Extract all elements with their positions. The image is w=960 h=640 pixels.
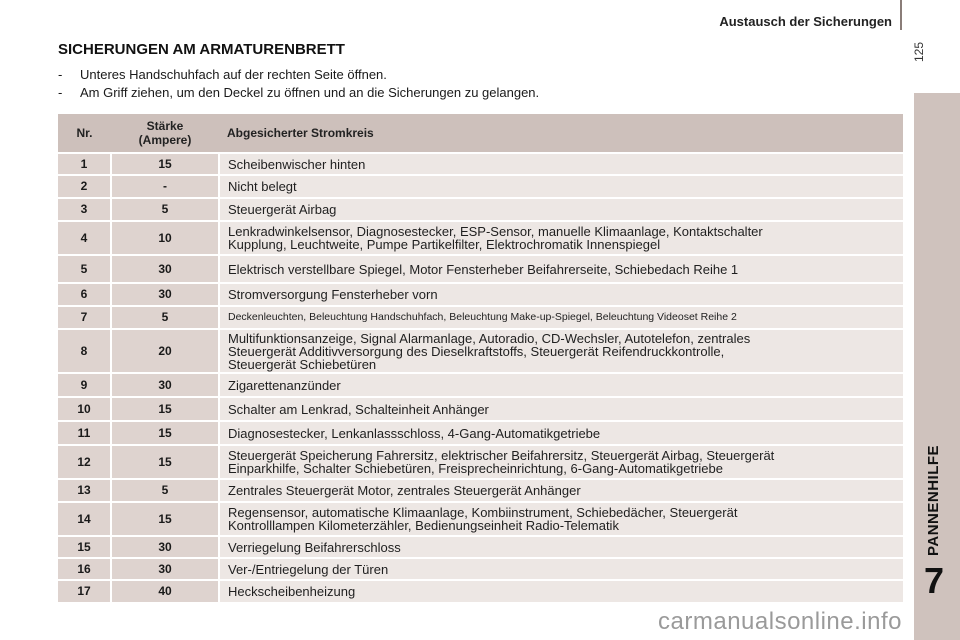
fuse-circuit — [219, 283, 903, 306]
instruction-item — [58, 84, 539, 102]
fuse-amperage: 20 — [111, 329, 219, 373]
fuse-number: 2 — [58, 175, 111, 198]
circuit-line: Steuergerät Schiebetüren — [228, 356, 377, 372]
fuse-number: 8 — [58, 329, 111, 373]
fuse-amperage: 30 — [111, 283, 219, 306]
fuse-amperage: - — [111, 175, 219, 198]
fuse-amperage: 15 — [111, 397, 219, 421]
table-row — [58, 153, 903, 175]
circuit-line: Kupplung, Leuchtweite, Pumpe Partikelfilter, Elektrochromatik Innenspiegel — [228, 237, 661, 252]
circuit-line: Diagnosestecker, Lenkanlassschloss, 4-Gang-Automatikgetriebe — [228, 425, 601, 441]
table-row — [58, 536, 903, 558]
fuse-number: 11 — [58, 421, 111, 445]
circuit-line: Einparkhilfe, Schalter Schiebetüren, Freisprecheinrichtung, 6-Gang-Automatikgetriebe — [228, 461, 723, 476]
fuse-number: 6 — [58, 283, 111, 306]
instruction-list — [58, 66, 539, 102]
circuit-line: Elektrisch verstellbare Spiegel, Motor Fensterheber Beifahrerseite, Schiebedach Reihe 1 — [228, 261, 739, 277]
fuse-circuit — [219, 373, 903, 397]
header-amperage-line1: Stärke — [146, 119, 184, 133]
circuit-line: Regensensor, automatische Klimaanlage, Kombiinstrument, Schiebedächer, Steuergerät — [228, 505, 738, 520]
fuse-circuit — [219, 397, 903, 421]
instruction-text: Am Griff ziehen, um den Deckel zu öffnen und an die Sicherungen zu gelangen. — [80, 85, 540, 100]
circuit-line: Kontrolllampen Kilometerzähler, Bedienungseinheit Radio-Telematik — [228, 518, 619, 533]
table-row — [58, 283, 903, 306]
fuse-number: 1 — [58, 153, 111, 175]
chapter-number: 7 — [924, 560, 945, 601]
fuse-number: 14 — [58, 502, 111, 536]
table-row — [58, 175, 903, 198]
circuit-line: Nicht belegt — [228, 179, 297, 194]
fuse-number: 3 — [58, 198, 111, 221]
fuse-amperage: 5 — [111, 198, 219, 221]
fuse-number: 16 — [58, 558, 111, 580]
fuse-circuit — [219, 175, 903, 198]
circuit-line: Zigarettenanzünder — [228, 377, 341, 393]
circuit-line: Heckscheibenheizung — [228, 584, 356, 599]
fuse-amperage: 15 — [111, 421, 219, 445]
circuit-line: Steuergerät Additivversorgung des Dieselkraftstoffs, Steuergerät Reifendruckkontrolle, — [228, 343, 725, 359]
fuse-circuit — [219, 153, 903, 175]
table-row — [58, 221, 903, 255]
fuse-number: 9 — [58, 373, 111, 397]
watermark: carmanualsonline.info — [658, 608, 902, 635]
fuse-circuit — [219, 421, 903, 445]
fuse-table-body — [58, 153, 903, 602]
fuse-number: 13 — [58, 479, 111, 502]
circuit-line: Verriegelung Beifahrerschloss — [228, 539, 401, 555]
fuse-circuit — [219, 329, 903, 373]
fuse-number: 15 — [58, 536, 111, 558]
fuse-circuit — [219, 255, 903, 283]
circuit-line: Zentrales Steuergerät Motor, zentrales Steuergerät Anhänger — [228, 483, 581, 498]
circuit-line: Ver-/Entriegelung der Türen — [228, 561, 389, 577]
circuit-line: Multifunktionsanzeige, Signal Alarmanlage, Autoradio, CD-Wechsler, Autotelefon, zentrales — [228, 330, 751, 346]
fuse-number: 12 — [58, 445, 111, 479]
table-row — [58, 397, 903, 421]
table-row — [58, 580, 903, 602]
fuse-circuit — [219, 502, 903, 536]
fuse-number: 4 — [58, 221, 111, 255]
header-amperage — [111, 114, 219, 153]
circuit-line: Schalter am Lenkrad, Schalteinheit Anhänger — [228, 401, 489, 417]
fuse-amperage: 30 — [111, 255, 219, 283]
bullet-dash: - — [58, 67, 63, 82]
fuse-circuit — [219, 198, 903, 221]
fuse-circuit — [219, 536, 903, 558]
table-row — [58, 421, 903, 445]
fuse-amperage: 5 — [111, 479, 219, 502]
table-row — [58, 255, 903, 283]
fuse-number: 7 — [58, 306, 111, 329]
table-row — [58, 558, 903, 580]
table-row — [58, 479, 903, 502]
fuse-amperage: 40 — [111, 580, 219, 602]
fuse-circuit — [219, 558, 903, 580]
section-title: SICHERUNGEN AM ARMATURENBRETT — [58, 41, 345, 58]
fuse-amperage: 30 — [111, 373, 219, 397]
fuse-number: 5 — [58, 255, 111, 283]
table-row — [58, 445, 903, 479]
chapter-side-tab — [914, 93, 960, 640]
header-title: Austausch der Sicherungen — [719, 14, 892, 29]
circuit-line: Deckenleuchten, Beleuchtung Handschuhfach, Beleuchtung Make-up-Spiegel, Beleuchtung Videoset Reihe 2 — [228, 311, 737, 323]
instruction-text: Unteres Handschuhfach auf der rechten Seite öffnen. — [80, 67, 387, 82]
fuse-amperage: 30 — [111, 558, 219, 580]
fuse-circuit — [219, 445, 903, 479]
fuse-table — [58, 114, 903, 602]
fuse-circuit — [219, 306, 903, 329]
circuit-line: Lenkradwinkelsensor, Diagnosestecker, ESP-Sensor, manuelle Klimaanlage, Kontaktschalter — [228, 224, 763, 239]
fuse-number: 17 — [58, 580, 111, 602]
circuit-line: Stromversorgung Fensterheber vorn — [228, 287, 438, 302]
fuse-amperage: 15 — [111, 445, 219, 479]
table-row — [58, 306, 903, 329]
table-row — [58, 329, 903, 373]
instruction-item — [58, 66, 539, 84]
fuse-amperage: 30 — [111, 536, 219, 558]
circuit-line: Steuergerät Airbag — [228, 202, 337, 217]
fuse-amperage: 10 — [111, 221, 219, 255]
fuse-amperage: 15 — [111, 502, 219, 536]
circuit-line: Scheibenwischer hinten — [228, 156, 366, 172]
header-amperage-line2: (Ampere) — [138, 133, 192, 147]
header-nr: Nr. — [58, 114, 111, 153]
fuse-circuit — [219, 580, 903, 602]
page-number: 125 — [912, 41, 926, 62]
header-circuit: Abgesicherter Stromkreis — [219, 114, 903, 153]
fuse-number: 10 — [58, 397, 111, 421]
fuse-amperage: 5 — [111, 306, 219, 329]
bullet-dash: - — [58, 85, 63, 100]
table-row — [58, 198, 903, 221]
chapter-label: PANNENHILFE — [925, 444, 942, 556]
table-row — [58, 373, 903, 397]
circuit-line: Steuergerät Speicherung Fahrersitz, elektrischer Beifahrersitz, Steuergerät Airbag, Steuergerät — [228, 448, 775, 463]
table-row — [58, 502, 903, 536]
fuse-circuit — [219, 221, 903, 255]
header-divider — [900, 0, 902, 30]
fuse-amperage: 15 — [111, 153, 219, 175]
table-header-row — [58, 114, 903, 153]
fuse-circuit — [219, 479, 903, 502]
